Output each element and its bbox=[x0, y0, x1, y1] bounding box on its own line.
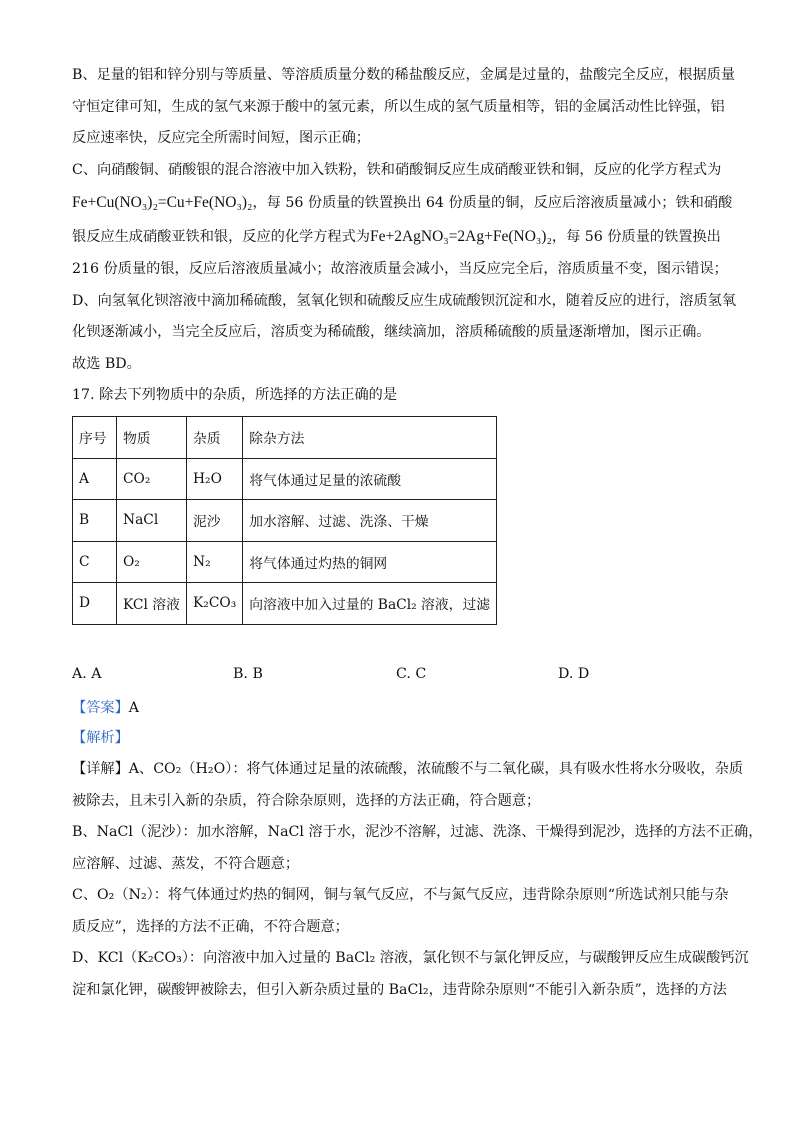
equation-fe-silver-nitrate: Fe+2AgNO₃=2Ag+Fe(NO₃)₂ bbox=[369, 228, 552, 245]
choice-a: A. A bbox=[72, 665, 102, 682]
table-cell: CO₂ bbox=[117, 458, 187, 500]
question-17: 17. 除去下列物质中的杂质，所选择的方法正确的是 bbox=[72, 387, 398, 403]
answer-line bbox=[72, 693, 724, 723]
answer-choices bbox=[72, 659, 724, 689]
para-b-line2: 守恒定律可知，生成的氢气来源于酸中的氢元素，所以生成的氢气质量相等，铝的金属活动性比锌强，铝 bbox=[72, 98, 725, 115]
table-cell: N₂ bbox=[187, 541, 243, 583]
table-cell: C bbox=[73, 541, 117, 583]
detail-a-line2: 被除去，且未引入新的杂质，符合除杂原则，选择的方法正确，符合题意； bbox=[72, 792, 541, 809]
table-cell: 将气体通过灼热的铜网 bbox=[243, 541, 497, 583]
choice-c: C. C bbox=[396, 665, 427, 682]
detail-b-line2: 应溶解、过滤、蒸发，不符合题意； bbox=[72, 855, 300, 872]
para-c-line2 bbox=[72, 186, 733, 220]
choice-b: B. B bbox=[233, 665, 263, 682]
detail-d-line1: D、KCl（K₂CO₃）：向溶液中加入过量的 BaCl₂ 溶液，氯化钡不与氯化钾反应，与碳酸钾反应生成碳酸钙沉 bbox=[72, 950, 749, 966]
answer-value: A bbox=[128, 699, 140, 716]
table-cell: KCl 溶液 bbox=[117, 583, 187, 625]
table-cell: 向溶液中加入过量的 BaCl₂ 溶液，过滤 bbox=[243, 583, 497, 625]
para-c-line4: 216 份质量的银，反应后溶液质量减小；故溶液质量会减小，当反应完全后，溶质质量不变，图示错误； bbox=[72, 261, 728, 277]
table-cell: K₂CO₃ bbox=[187, 583, 243, 625]
table-header-cell: 序号 bbox=[73, 417, 117, 459]
table-cell: 泥沙 bbox=[187, 500, 243, 542]
analysis-label: 【解析】 bbox=[72, 729, 129, 746]
table-cell: B bbox=[73, 500, 117, 542]
table-header-cell: 除杂方法 bbox=[243, 417, 497, 459]
table-cell: 加水溶解、过滤、洗涤、干燥 bbox=[243, 500, 497, 542]
detail-a-line1 bbox=[72, 754, 744, 786]
table-row bbox=[73, 458, 497, 500]
table-cell: H₂O bbox=[187, 458, 243, 500]
table-cell: A bbox=[73, 458, 117, 500]
table-header-cell: 杂质 bbox=[187, 417, 243, 459]
detail-d-line2: 淀和氯化钾，碳酸钾被除去，但引入新杂质过量的 BaCl₂，违背除杂原则“不能引入新杂质”，选择的方法 bbox=[72, 981, 727, 998]
para-d-line2: 化钡逐渐减小，当完全反应后，溶质变为稀硫酸，继续滴加，溶质稀硫酸的质量逐渐增加，图示正确。 bbox=[72, 324, 711, 340]
choice-d: D. D bbox=[558, 665, 590, 682]
table-header-row bbox=[73, 417, 497, 459]
table-row bbox=[73, 541, 497, 583]
detail-c-line1: C、O₂（N₂）：将气体通过灼热的铜网，铜与氧气反应，不与氮气反应，违背除杂原则“所选试剂只能与杂 bbox=[72, 887, 729, 903]
table-row bbox=[73, 500, 497, 542]
detail-c-line2: 质反应”，选择的方法不正确，不符合题意； bbox=[72, 918, 349, 935]
table-cell: D bbox=[73, 583, 117, 625]
para-d-line1: D、向氢氧化钡溶液中滴加稀硫酸，氢氧化钡和硫酸反应生成硫酸钡沉淀和水，随着反应的进行，溶质氢氧 bbox=[72, 292, 737, 309]
para-c-line3-post: ，每 56 份质量的铁置换出 bbox=[551, 229, 721, 245]
detail-label: 【详解】 bbox=[72, 761, 129, 777]
para-c-line2-text: ，每 56 份质量的铁置换出 64 份质量的铜，反应后溶液质量减小；铁和硝酸 bbox=[252, 195, 733, 211]
para-b-line3: 反应速率快，反应完全所需时间短，图示正确； bbox=[72, 130, 370, 146]
conclusion: 故选 BD。 bbox=[72, 355, 141, 372]
detail-a-text1: A、CO₂（H₂O）：将气体通过足量的浓硫酸，浓硫酸不与二氧化碳，具有吸水性将水分吸收，杂质 bbox=[128, 761, 744, 777]
detail-b-line1: B、NaCl（泥沙）：加水溶解，NaCl 溶于水，泥沙不溶解，过滤、洗涤、干燥得到泥沙，选择的方法不正确， bbox=[72, 824, 763, 840]
para-c-line1: C、向硝酸铜、硝酸银的混合溶液中加入铁粉，铁和硝酸铜反应生成硝酸亚铁和铜，反应的化学方程式为 bbox=[72, 161, 722, 178]
table-header-cell: 物质 bbox=[117, 417, 187, 459]
answer-label: 【答案】 bbox=[72, 699, 129, 716]
table-cell: NaCl bbox=[117, 500, 187, 542]
table-cell: 将气体通过足量的浓硫酸 bbox=[243, 458, 497, 500]
document-page bbox=[72, 60, 763, 1006]
para-b-line1: B、足量的铝和锌分别与等质量、等溶质质量分数的稀盐酸反应，金属是过量的，盐酸完全反应，根据质量 bbox=[72, 67, 736, 83]
analysis-line bbox=[72, 723, 724, 755]
table-cell: O₂ bbox=[117, 541, 187, 583]
para-c-line3 bbox=[72, 220, 724, 254]
para-c-line3-pre: 银反应生成硝酸亚铁和银，反应的化学方程式为 bbox=[72, 229, 370, 245]
options-table bbox=[72, 416, 497, 625]
table-row bbox=[73, 583, 497, 625]
equation-fe-cu-nitrate: Fe+Cu(NO₃)₂=Cu+Fe(NO₃)₂ bbox=[72, 194, 253, 211]
